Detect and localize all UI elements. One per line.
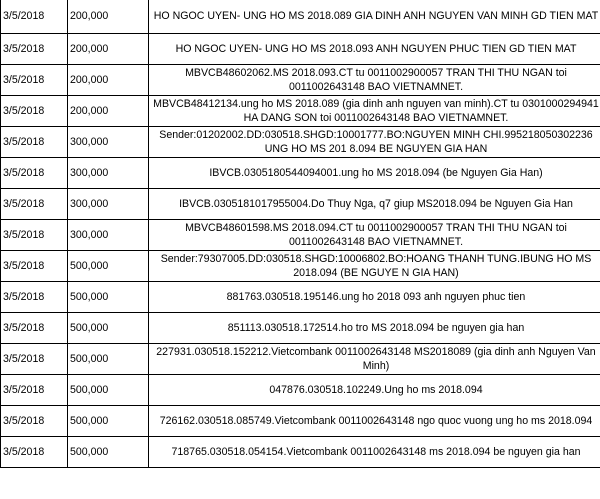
table-row [1, 406, 600, 437]
date-cell: 3/5/2018 [1, 406, 68, 437]
amount-cell: 500,000 [68, 406, 149, 437]
amount-cell: 300,000 [68, 158, 149, 189]
table-row [1, 65, 600, 96]
description-cell: IBVCB.0305180544094001.ung ho MS 2018.094 (be Nguyen Gia Han) [149, 158, 600, 189]
table-row [1, 189, 600, 220]
date-cell: 3/5/2018 [1, 282, 68, 313]
description-cell: HO NGOC UYEN- UNG HO MS 2018.089 GIA DINH ANH NGUYEN VAN MINH GD TIEN MAT [149, 0, 600, 34]
table-row [1, 34, 600, 65]
amount-cell: 500,000 [68, 282, 149, 313]
table-row [1, 251, 600, 282]
table-row [1, 158, 600, 189]
amount-cell: 300,000 [68, 220, 149, 251]
table-row [1, 127, 600, 158]
table-row [1, 282, 600, 313]
description-cell: Sender:01202002.DD:030518.SHGD:10001777.BO:NGUYEN MINH CHI.995218050302236 UNG HO MS 201 8.094 BE NGUYEN GIA HAN [149, 127, 600, 158]
date-cell: 3/5/2018 [1, 65, 68, 96]
description-cell: HO NGOC UYEN- UNG HO MS 2018.093 ANH NGUYEN PHUC TIEN GD TIEN MAT [149, 34, 600, 65]
amount-cell: 500,000 [68, 437, 149, 468]
description-cell: 227931.030518.152212.Vietcombank 0011002643148 MS2018089 (gia dinh anh Nguyen Van Minh) [149, 344, 600, 375]
description-cell: 718765.030518.054154.Vietcombank 0011002643148 ms 2018.094 be nguyen gia han [149, 437, 600, 468]
date-cell: 3/5/2018 [1, 437, 68, 468]
date-cell: 3/5/2018 [1, 344, 68, 375]
date-cell: 3/5/2018 [1, 34, 68, 65]
table-row [1, 344, 600, 375]
description-cell: IBVCB.0305181017955004.Do Thuy Nga, q7 giup MS2018.094 be Nguyen Gia Han [149, 189, 600, 220]
table-row [1, 313, 600, 344]
date-cell: 3/5/2018 [1, 158, 68, 189]
description-cell: 726162.030518.085749.Vietcombank 0011002643148 ngo quoc vuong ung ho ms 2018.094 [149, 406, 600, 437]
amount-cell: 500,000 [68, 313, 149, 344]
date-cell: 3/5/2018 [1, 251, 68, 282]
description-cell: MBVCB48412134.ung ho MS 2018.089 (gia dinh anh nguyen van minh).CT tu 0301000294941 HA DANG SON toi 0011002643148 BAO VIETNAMNET. [149, 96, 600, 127]
table-row [1, 437, 600, 468]
amount-cell: 200,000 [68, 96, 149, 127]
description-cell: MBVCB48602062.MS 2018.093.CT tu 0011002900057 TRAN THI THU NGAN toi 0011002643148 BAO VIETNAMNET. [149, 65, 600, 96]
amount-cell: 200,000 [68, 34, 149, 65]
table-row [1, 96, 600, 127]
date-cell: 3/5/2018 [1, 375, 68, 406]
date-cell: 3/5/2018 [1, 313, 68, 344]
ledger-body [1, 0, 600, 468]
date-cell: 3/5/2018 [1, 189, 68, 220]
amount-cell: 500,000 [68, 344, 149, 375]
amount-cell: 200,000 [68, 65, 149, 96]
date-cell: 3/5/2018 [1, 96, 68, 127]
amount-cell: 500,000 [68, 375, 149, 406]
description-cell: Sender:79307005.DD:030518.SHGD:10006802.BO:HOANG THANH TUNG.IBUNG HO MS 2018.094 (BE NGUYE N GIA HAN) [149, 251, 600, 282]
date-cell: 3/5/2018 [1, 220, 68, 251]
description-cell: MBVCB48601598.MS 2018.094.CT tu 0011002900057 TRAN THI THU NGAN toi 0011002643148 BAO VIETNAMNET. [149, 220, 600, 251]
amount-cell: 300,000 [68, 189, 149, 220]
amount-cell: 300,000 [68, 127, 149, 158]
date-cell: 3/5/2018 [1, 0, 68, 34]
table-row [1, 220, 600, 251]
description-cell: 851113.030518.172514.ho tro MS 2018.094 be nguyen gia han [149, 313, 600, 344]
description-cell: 047876.030518.102249.Ung ho ms 2018.094 [149, 375, 600, 406]
amount-cell: 500,000 [68, 251, 149, 282]
table-row [1, 0, 600, 34]
description-cell: 881763.030518.195146.ung ho 2018 093 anh nguyen phuc tien [149, 282, 600, 313]
amount-cell: 200,000 [68, 0, 149, 34]
date-cell: 3/5/2018 [1, 127, 68, 158]
table-row [1, 375, 600, 406]
